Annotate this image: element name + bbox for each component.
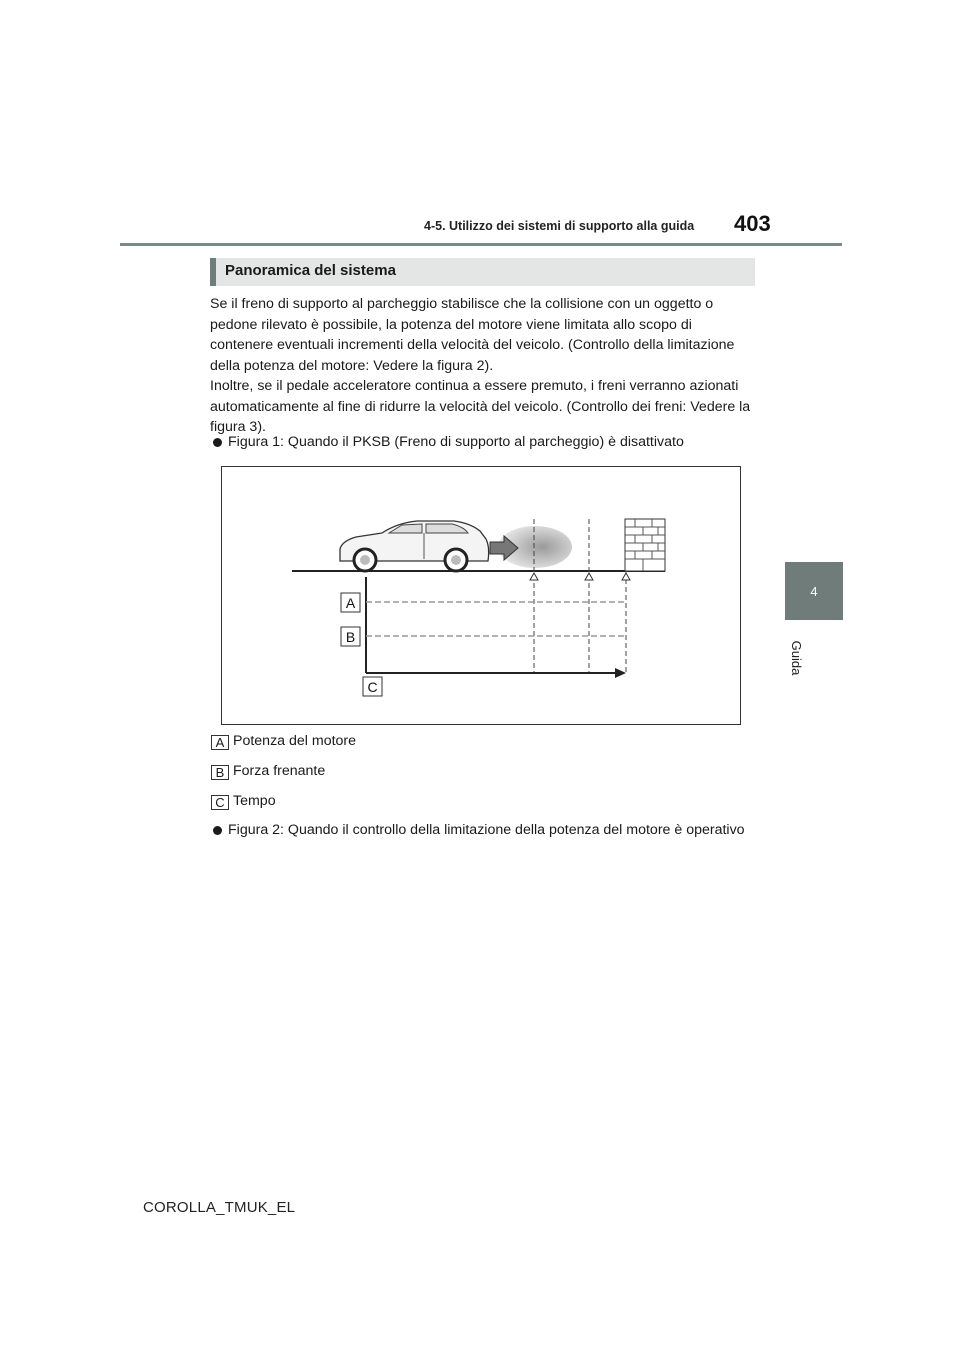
marker-1: [530, 573, 538, 580]
figure-label-b: B: [345, 629, 356, 645]
chapter-tab: [785, 562, 843, 620]
body-paragraph-1: Se il freno di supporto al parcheggio stabilisce che la collisione con un oggetto o pedone rilevato è possibile, la potenza del motore viene limitata allo scopo di contenere eventuali incrementi della velocità del veicolo. (Controllo della limitazione della potenza del motore: Vedere la figura 2).: [210, 296, 735, 374]
bullet-icon: [213, 826, 222, 835]
figure-1-diagram: [221, 466, 741, 725]
legend-text-b: Forza frenante: [233, 763, 326, 779]
body-paragraph-2: Inoltre, se il pedale acceleratore continua a essere premuto, i freni verranno azionati automaticamente al fine di ridurre la velocità del veicolo. (Controllo dei freni: Vedere la figura 3).: [210, 378, 751, 435]
bullet-icon: [213, 438, 222, 447]
footer-model-code: COROLLA_TMUK_EL: [143, 1199, 296, 1216]
figure-label-a: A: [345, 595, 356, 611]
legend-key-c: C: [211, 795, 229, 810]
section-heading-box: [210, 258, 755, 286]
section-title: Panoramica del sistema: [225, 262, 396, 279]
page-number: 403: [734, 211, 771, 236]
legend-text-a: Potenza del motore: [233, 733, 357, 749]
body-text: [210, 294, 758, 438]
chapter-label: Guida: [789, 640, 804, 676]
legend-key-b: B: [211, 765, 229, 780]
bullet-text: Figura 2: Quando il controllo della limitazione della potenza del motore è operativo: [228, 822, 745, 838]
header-section-title: 4-5. Utilizzo dei sistemi di supporto alla guida: [424, 219, 695, 233]
chapter-number: 4: [810, 583, 818, 599]
legend-text-c: Tempo: [233, 793, 276, 809]
wall-icon: [625, 519, 665, 571]
figure-1-svg: [222, 467, 742, 726]
legend-key-a: A: [211, 735, 229, 750]
marker-2: [585, 573, 593, 580]
figure-label-c: C: [367, 679, 378, 695]
time-arrow-icon: [615, 668, 626, 678]
bullet-text: Figura 1: Quando il PKSB (Freno di supporto al parcheggio) è disattivato: [228, 434, 684, 450]
car-icon: [340, 521, 489, 571]
marker-3: [622, 573, 630, 580]
header-divider: [120, 243, 842, 246]
